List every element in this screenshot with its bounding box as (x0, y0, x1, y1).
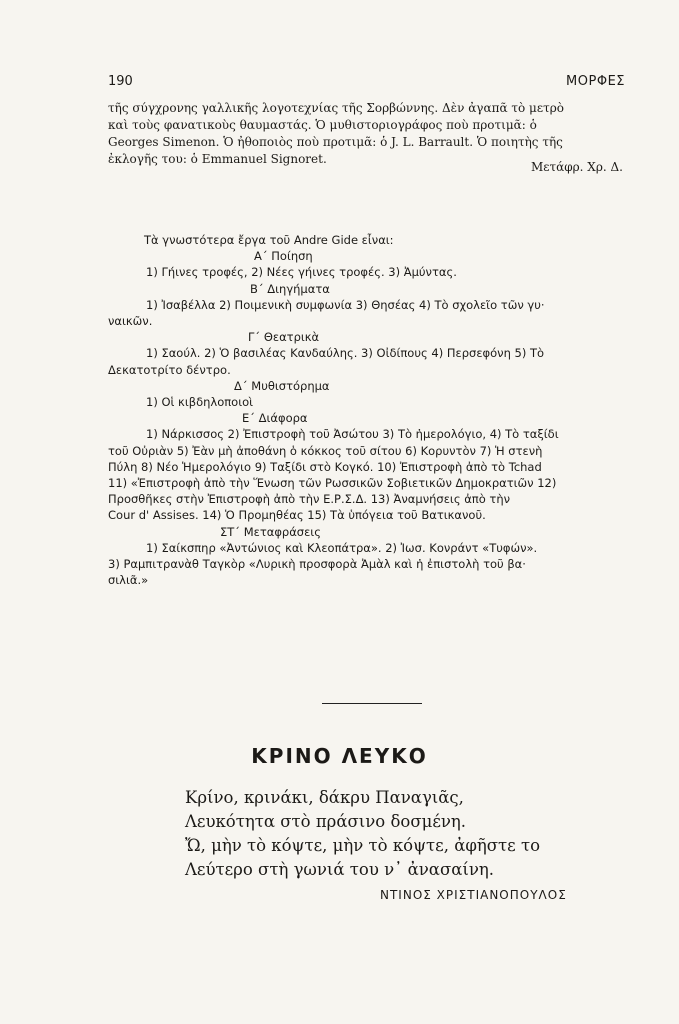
list-item: 3) Ραμπιτρανὰθ Ταγκὸρ «Λυρικὴ προσφορὰ Ἀμὰλ καὶ ἡ ἐπιστολὴ τοῦ βα· (108, 557, 526, 572)
list-item: 1) Νάρκισσος 2) Ἐπιστροφὴ τοῦ Ἀσώτου 3) Τὸ ἡμερολόγιο, 4) Τὸ ταξίδι (146, 427, 559, 442)
works-lead: Τὰ γνωστότερα ἔργα τοῦ Andre Gide εἶναι: (144, 233, 394, 247)
intro-paragraph (108, 100, 622, 168)
section-heading-misc: Ε΄ Διάφορα (242, 411, 308, 426)
list-item: σιλιᾶ.» (108, 573, 149, 588)
list-item: τοῦ Οὐριὰν 5) Ἐὰν μὴ ἀποθάνη ὁ κόκκος τοῦ σίτου 6) Κορυντὸν 7) Ἡ στενὴ (108, 443, 543, 458)
list-item: ναικῶν. (108, 314, 153, 329)
poem-verse: Ὤ, μὴν τὸ κόψτε, μὴν τὸ κόψτε, ἀφῆστε το (185, 836, 541, 855)
list-item: Προσθῆκες στὴν Ἐπιστροφὴ ἀπὸ τὴν Ε.Ρ.Σ.Δ. 13) Ἀναμνήσεις ἀπὸ τὴν (108, 492, 511, 507)
page-number: 190 (108, 74, 133, 89)
intro-line: τῆς σύγχρονης γαλλικῆς λογοτεχνίας τῆς Σορβώννης. Δὲν ἀγαπᾶ τὸ μετρὸ (108, 101, 564, 115)
list-item: 1) Σαίκσπηρ «Ἀντώνιος καὶ Κλεοπάτρα». 2) Ἰωσ. Κονράντ «Τυφών». (146, 540, 538, 555)
section-heading-translations: ΣΤ΄ Μεταφράσεις (220, 524, 321, 539)
list-item: Δεκατοτρίτο δέντρο. (108, 362, 231, 377)
poem-verse: Λευκότητα στὸ πράσινο δοσμένη. (185, 812, 467, 831)
list-item: 1) Ἰσαβέλλα 2) Ποιμενικὴ συμφωνία 3) Θησέας 4) Τὸ σχολεῖο τῶν γυ· (146, 297, 545, 312)
intro-line: Georges Simenon. Ὁ ἠθοποιὸς ποὺ προτιμᾶ: ὁ J. L. Barrault. Ὁ ποιητὴς τῆς (108, 135, 563, 149)
running-header (108, 74, 625, 94)
works-list (108, 232, 622, 588)
section-heading-theatre: Γ΄ Θεατρικὰ (248, 330, 320, 345)
list-item: 1) Οἱ κιβδηλοποιοὶ (146, 395, 254, 410)
section-divider (322, 703, 422, 704)
translator-credit: Μετάφρ. Χρ. Δ. (530, 160, 623, 174)
poem-title: ΚΡΙΝΟ ΛΕΥΚΟ (251, 744, 428, 768)
list-item: 11) «Ἐπιστροφὴ ἀπὸ τὴν Ἕνωση τῶν Ρωσσικῶν Σοβιετικῶν Δημοκρατιῶν 12) (108, 476, 557, 491)
poem-verse: Λεύτερο στὴ γωνιά του ν᾽ ἀνασαίνη. (185, 860, 494, 879)
poem-verse: Κρίνο, κρινάκι, δάκρυ Παναγιᾶς, (185, 788, 464, 807)
section-heading-novel: Δ΄ Μυθιστόρημα (234, 378, 330, 393)
poem-body (185, 786, 540, 882)
list-item: Cour d' Assises. 14) Ὁ Προμηθέας 15) Τὰ ὑπόγεια τοῦ Βατικανοῦ. (108, 508, 486, 523)
list-item: Πύλη 8) Νέο Ἡμερολόγιο 9) Ταξίδι στὸ Κογκό. 10) Ἐπιστροφὴ ἀπὸ τὸ Tchad (108, 459, 542, 474)
intro-line: ἐκλογῆς του: ὁ Emmanuel Signoret. (108, 152, 327, 166)
magazine-title: ΜΟΡΦΕΣ (566, 74, 625, 89)
list-item: 1) Σαούλ. 2) Ὁ βασιλέας Κανδαύλης. 3) Οἰδίπους 4) Περσεφόνη 5) Τὸ (146, 346, 545, 361)
intro-line: καὶ τοὺς φανατικοὺς θαυμαστάς. Ὁ μυθιστοριογράφος ποὺ προτιμᾶ: ὁ (108, 118, 537, 132)
section-heading-poetry: Α΄ Ποίηση (254, 249, 313, 264)
section-heading-stories: Β΄ Διηγήματα (250, 281, 330, 296)
list-item: 1) Γήινες τροφές, 2) Νέες γήινες τροφές. 3) Ἀμύντας. (146, 265, 457, 280)
poem-author: ΝΤΙΝΟΣ ΧΡΙΣΤΙΑΝΟΠΟΥΛΟΣ (380, 888, 567, 902)
